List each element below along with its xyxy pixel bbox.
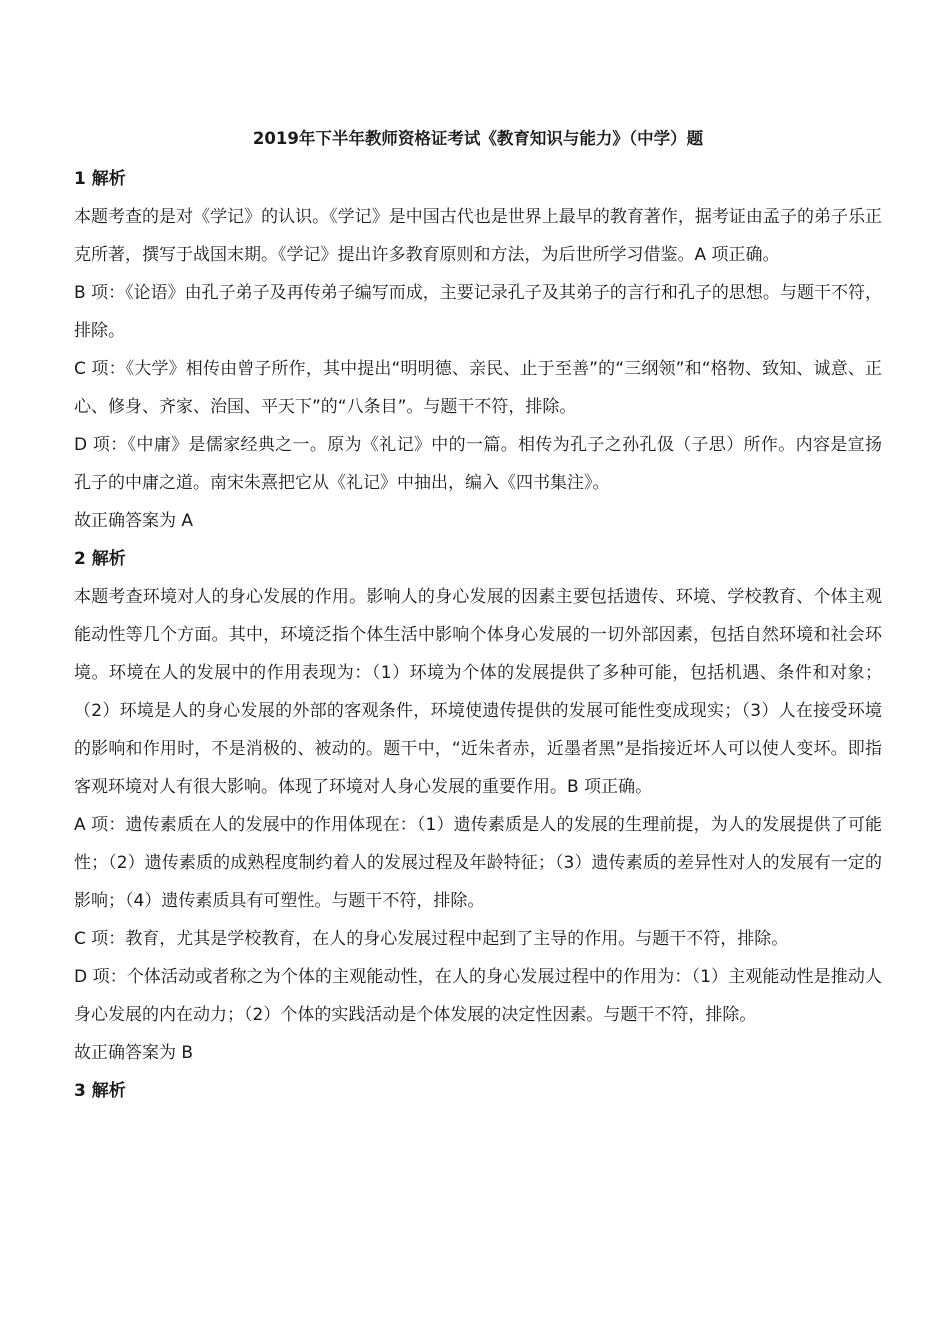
paragraph: 本题考查的是对《学记》的认识。《学记》是中国古代也是世界上最早的教育著作，据考证由孟子的弟子乐正克所著，撰写于战国末期。《学记》提出许多教育原则和方法，为后世所学习借鉴。A 项正确。 (74, 207, 882, 265)
answer-section-2 (74, 540, 882, 1072)
section-heading: 2 解析 (74, 549, 126, 569)
paragraph: A 项：遗传素质在人的发展中的作用体现在：（1）遗传素质是人的发展的生理前提，为人的发展提供了可能性；（2）遗传素质的成熟程度制约着人的发展过程及年龄特征；（3）遗传素质的差异性对人的发展有一定的影响；（4）遗传素质具有可塑性。与题干不符，排除。 (74, 815, 882, 911)
paragraph: 本题考查环境对人的身心发展的作用。影响人的身心发展的因素主要包括遗传、环境、学校教育、个体主观能动性等几个方面。其中，环境泛指个体生活中影响个体身心发展的一切外部因素，包括自然环境和社会环境。环境在人的发展中的作用表现为：（1）环境为个体的发展提供了多种可能，包括机遇、条件和对象；（2）环境是人的身心发展的外部的客观条件，环境使遗传提供的发展可能性变成现实；（3）人在接受环境的影响和作用时，不是消极的、被动的。题干中，“近朱者赤，近墨者黑”是指接近坏人可以使人变坏。即指客观环境对人有很大影响。体现了环境对人身心发展的重要作用。B 项正确。 (74, 587, 882, 797)
section-heading: 3 解析 (74, 1081, 126, 1101)
document-title: 2019年下半年教师资格证考试《教育知识与能力》（中学）题 (252, 129, 704, 148)
paragraph: C 项：《大学》相传由曾子所作，其中提出“明明德、亲民、止于至善”的“三纲领”和“格物、致知、诚意、正心、修身、齐家、治国、平天下”的“八条目”。与题干不符，排除。 (74, 359, 882, 417)
section-heading: 1 解析 (74, 169, 126, 189)
answer-line: 故正确答案为 B (74, 1043, 194, 1063)
answer-line: 故正确答案为 A (74, 511, 194, 531)
answer-section-3 (74, 1072, 882, 1110)
paragraph: C 项：教育，尤其是学校教育，在人的身心发展过程中起到了主导的作用。与题干不符，排除。 (74, 929, 789, 949)
paragraph: D 项：《中庸》是儒家经典之一。原为《礼记》中的一篇。相传为孔子之孙孔伋（子思）所作。内容是宣扬孔子的中庸之道。南宋朱熹把它从《礼记》中抽出，编入《四书集注》。 (74, 435, 882, 493)
paragraph: D 项：个体活动或者称之为个体的主观能动性，在人的身心发展过程中的作用为：（1）主观能动性是推动人身心发展的内在动力；（2）个体的实践活动是个体发展的决定性因素。与题干不符，排除。 (74, 967, 882, 1025)
answer-section-1 (74, 160, 882, 540)
document-body (74, 160, 882, 1110)
paragraph: B 项：《论语》由孔子弟子及再传弟子编写而成，主要记录孔子及其弟子的言行和孔子的思想。与题干不符，排除。 (74, 283, 882, 341)
